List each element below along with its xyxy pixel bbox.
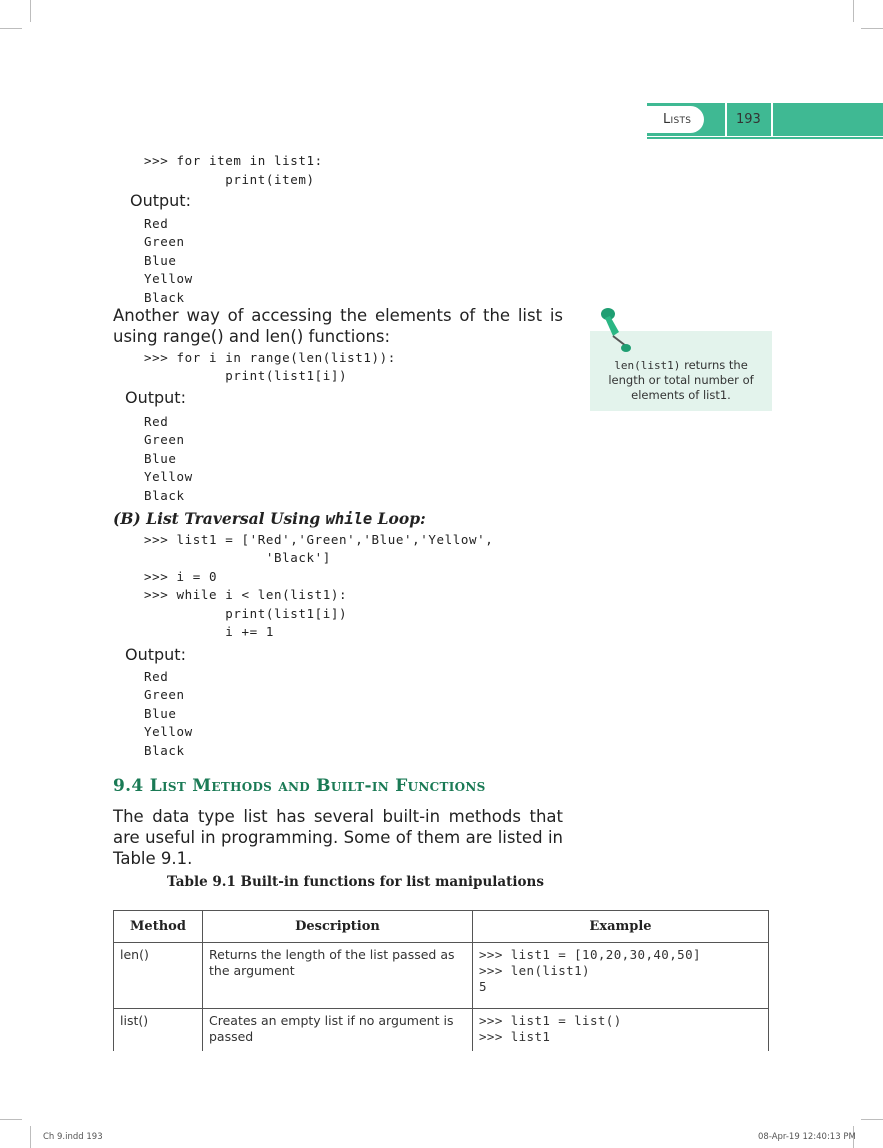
section-heading [113, 776, 486, 796]
example-cell: >>> list1 = list() >>> list1 [473, 1009, 769, 1052]
code-block: >>> for i in range(len(list1)): print(list1[i]) [144, 350, 396, 384]
side-note-text: returns the length or total number of elements of list1. [608, 358, 754, 402]
output-block: Red Green Blue Yellow Black [144, 414, 193, 503]
table-row [114, 1009, 769, 1052]
section-title: List Methods and Built-in Functions [149, 776, 486, 796]
output-label: Output: [125, 645, 186, 664]
subsection-code: while [325, 510, 373, 528]
output-block: Red Green Blue Yellow Black [144, 216, 193, 305]
crop-mark [861, 1119, 883, 1120]
paragraph: Another way of accessing the elements of the list is using range() and len() functions: [113, 306, 563, 346]
crop-mark [0, 28, 22, 29]
header-underline [647, 137, 883, 139]
crop-mark [861, 28, 883, 29]
table-header-row [114, 911, 769, 943]
table-header: Method [114, 911, 203, 943]
footer-timestamp: 08-Apr-19 12:40:13 PM [758, 1132, 856, 1142]
crop-mark [30, 0, 31, 22]
section-number: 9.4 [113, 776, 144, 796]
output-block: Red Green Blue Yellow Black [144, 669, 193, 758]
table-caption: Table 9.1 Built-in functions for list manipulations [167, 874, 544, 890]
subsection-suffix: Loop: [372, 509, 426, 528]
table-header: Description [203, 911, 473, 943]
chapter-title: Lists [663, 112, 692, 127]
output-label: Output: [125, 388, 186, 407]
subsection-heading [113, 509, 426, 528]
method-cell: list() [114, 1009, 203, 1052]
footer-file-info: Ch 9.indd 193 [43, 1132, 103, 1142]
methods-table [113, 910, 769, 1051]
pushpin-icon [598, 306, 638, 354]
page-number: 193 [736, 112, 761, 127]
paragraph: The data type list has several built-in methods that are useful in programming. Some of them are listed in Table 9.1. [113, 807, 563, 868]
side-note [596, 358, 766, 403]
code-block: >>> for item in list1: print(item) [144, 153, 323, 187]
output-label: Output: [130, 191, 191, 210]
crop-mark [853, 0, 854, 22]
header-separator [725, 103, 727, 136]
description-cell: Creates an empty list if no argument is passed [203, 1009, 473, 1052]
crop-mark [30, 1126, 31, 1148]
example-cell: >>> list1 = [10,20,30,40,50] >>> len(list1) 5 [473, 943, 769, 1009]
side-note-code: len(list1) [614, 359, 681, 372]
table-header: Example [473, 911, 769, 943]
table-row [114, 943, 769, 1009]
method-cell: len() [114, 943, 203, 1009]
crop-mark [0, 1119, 22, 1120]
code-block: >>> list1 = ['Red','Green','Blue','Yellow', 'Black'] >>> i = 0 >>> while i < len(list1): print(list1[i]) i += 1 [144, 532, 494, 640]
description-cell: Returns the length of the list passed as the argument [203, 943, 473, 1009]
subsection-prefix: (B) List Traversal Using [113, 509, 326, 528]
header-separator [771, 103, 773, 136]
